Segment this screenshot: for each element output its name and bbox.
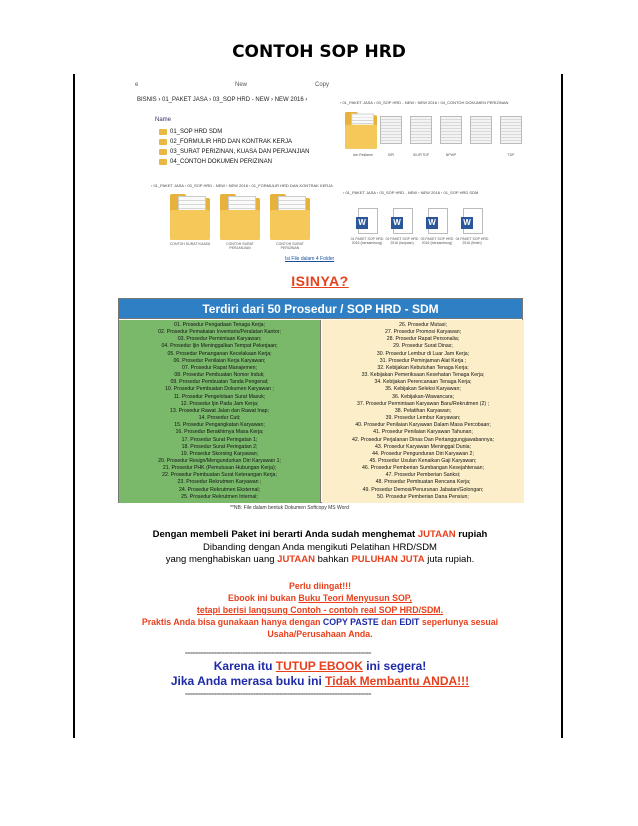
- procedure-item: 11. Prosedur Pengelolaan Surat Masuk;: [173, 393, 266, 400]
- folder-list: [159, 127, 309, 167]
- procedure-item: 13. Prosedur Rawat Jalan dan Rawat Inap;: [170, 407, 269, 414]
- explorer-tab[interactable]: e: [135, 82, 139, 88]
- document-frame: [73, 74, 563, 738]
- procedure-item: 36. Kebijakan-Wawancara;: [392, 393, 454, 400]
- footnote: **NB: File dalam bentuk Dokumen Softcopy MS Word: [230, 505, 349, 511]
- separator: =======================================================================: [185, 651, 372, 657]
- folder-item[interactable]: 03_SURAT PERIZINAN, KUASA DAN PERJANJIAN: [159, 147, 309, 157]
- procedure-item: 09. Prosedur Pembuatan Tanda Pengenal;: [170, 379, 269, 386]
- procedure-item: 19. Prosedur Skorsing Karyawan;: [180, 450, 259, 457]
- document-thumbnail-icon[interactable]: [410, 116, 432, 144]
- procedure-item: 08. Prosedur Pembuatan Nomor Induk;: [174, 372, 265, 379]
- procedure-item: 05. Prosedur Penanganan Kecelakaan Kerja;: [167, 350, 272, 357]
- procedure-item: 46. Prosedur Pemberian Sumbangan Kesejahteraan;: [362, 465, 484, 472]
- word-document-icon[interactable]: W: [393, 208, 413, 234]
- procedure-item: 06. Prosedur Penilaian Kerja Karyawan;: [173, 357, 266, 364]
- file-caption: 01 PAKET SOP HRD 2016 (bersambung): [350, 237, 384, 245]
- folder-icon[interactable]: [170, 194, 210, 240]
- word-document-icon[interactable]: W: [428, 208, 448, 234]
- procedure-item: 38. Pelatihan Karyawan;: [394, 407, 452, 414]
- procedure-column-right: [322, 320, 524, 503]
- procedure-item: 24. Prosedur Rekrutmen Eksternal;: [178, 486, 261, 493]
- file-caption: 02 PAKET SOP HRD 2016 (lanjutan): [385, 237, 419, 245]
- info-link[interactable]: Isi File dalam 4 Folder: [285, 256, 335, 262]
- breadcrumb[interactable]: › 01_PAKET JASA › 03_SOP HRD - NEW › NEW 2016 › 01_FORMULIR HRD DAN KONTRAK KERJA: [151, 183, 333, 188]
- reminder-paragraph: Perlu diingat!!! Ebook ini bukan Buku Teori Menyusun SOP, tetapi berisi langsung Contoh - contoh real SOP HRD/SDM. Praktis Anda bisa gunakaan hanya dengan COPY PASTE dan EDIT seperlunya sesuai Usaha/Perusahaan Anda.: [141, 581, 499, 639]
- procedure-item: 45. Prosedur Usulan Kenaikan Gaji Karyawan;: [369, 457, 477, 464]
- procedure-item: 43. Prosedur Karyawan Meninggal Dunia;: [374, 443, 472, 450]
- folder-icon[interactable]: [345, 112, 377, 149]
- separator: =======================================================================: [185, 692, 372, 698]
- document-thumbnail-icon[interactable]: [380, 116, 402, 144]
- folder-icon: [159, 129, 167, 135]
- file-caption: CONTOH SURAT PERIZINAN: [276, 242, 304, 250]
- procedure-item: 02. Prosedur Pemakaian Inventaris/Peralatan Kantor;: [158, 329, 281, 336]
- procedure-table: [118, 298, 523, 503]
- procedure-item: 35. Kebijakan Seleksi Karyawan;: [385, 386, 461, 393]
- procedure-item: 30. Prosedur Lembur di Luar Jam Kerja;: [376, 350, 470, 357]
- procedure-item: 47. Prosedur Pemberian Sanksi;: [385, 472, 461, 479]
- section-heading: ISINYA?: [291, 273, 349, 289]
- procedure-item: 49. Prosedur Demosi/Penurunan Jabatan/Golongan;: [362, 486, 484, 493]
- folder-icon: [159, 149, 167, 155]
- procedure-item: 18. Prosedur Surat Peringatan 2;: [181, 443, 258, 450]
- explorer-tab[interactable]: New: [235, 82, 248, 88]
- file-caption: Izin Reklame: [352, 153, 374, 157]
- procedure-item: 03. Prosedur Permintaan Karyawan;: [177, 336, 262, 343]
- folder-item[interactable]: 01_SOP HRD SDM: [159, 127, 309, 137]
- procedure-item: 27. Prosedur Promosi Karyawan;: [384, 329, 462, 336]
- file-caption: TDP: [507, 153, 515, 157]
- procedure-item: 21. Prosedur PHK (Pemutusan Hubungan Kerja);: [162, 465, 277, 472]
- file-caption: 03 PAKET SOP HRD 2016 (bersambung): [420, 237, 454, 245]
- procedure-item: 01. Prosedur Pengadaan Tenaga Kerja;: [173, 322, 266, 328]
- word-document-icon[interactable]: W: [358, 208, 378, 234]
- folder-icon: [159, 159, 167, 165]
- procedure-item: 17. Prosedur Surat Peringatan 1;: [181, 436, 258, 443]
- page-title: CONTOH SOP HRD: [232, 42, 406, 62]
- procedure-item: 15. Prosedur Pengangkatan Karyawan;: [174, 422, 265, 429]
- breadcrumb[interactable]: › 01_PAKET JASA › 03_SOP HRD - NEW › NEW 2016 › 04_CONTOH DOKUMEN PERIZINAN: [340, 100, 509, 105]
- word-document-icon[interactable]: W: [463, 208, 483, 234]
- procedure-item: 29. Prosedur Surat Dinas;: [393, 343, 453, 350]
- table-header: Terdiri dari 50 Prosedur / SOP HRD - SDM: [119, 299, 522, 319]
- breadcrumb[interactable]: › 01_PAKET JASA › 03_SOP HRD - NEW › NEW 2016 › 01_SOP HRD SDM: [343, 190, 479, 195]
- breadcrumb[interactable]: BISNIS › 01_PAKET JASA › 03_SOP HRD - NEW › NEW 2016 ›: [137, 97, 308, 103]
- procedure-item: 39. Prosedur Lembur Karyawan;: [385, 415, 461, 422]
- explorer-tabs: [135, 82, 535, 92]
- closing-statement: Karena itu TUTUP EBOOK ini segera! Jika Anda merasa buku ini Tidak Membantu ANDA!!!: [170, 659, 470, 688]
- procedure-item: 22. Prosedur Pembuatan Surat Keterangan Kerja;: [162, 472, 277, 479]
- procedure-item: 20. Prosedur Resign/Mengundurkan Diri Karyawan 1;: [158, 457, 281, 464]
- procedure-item: 23. Prosedur Rekrutmen Karyawan ;: [177, 479, 262, 486]
- folder-item[interactable]: 02_FORMULIR HRD DAN KONTRAK KERJA: [159, 137, 309, 147]
- file-caption: SIPI: [387, 153, 395, 157]
- procedure-item: 33. Kebijakan Pemeriksaan Kesehatan Tenaga Kerja;: [361, 372, 485, 379]
- procedure-item: 28. Prosedur Rapat Personalia;: [386, 336, 460, 343]
- folder-icon[interactable]: [220, 194, 260, 240]
- file-caption: 04 PAKET SOP HRD 2016 (finish): [455, 237, 489, 245]
- folder-item[interactable]: 04_CONTOH DOKUMEN PERIZINAN: [159, 157, 309, 167]
- procedure-item: 48. Prosedur Pembuatan Rencana Kerja;: [375, 479, 471, 486]
- procedure-item: 12. Prosedur Ijin Pada Jam Kerja;: [180, 400, 259, 407]
- column-header-name[interactable]: Name: [155, 117, 172, 123]
- procedure-item: 37. Prosedur Permintaan Karyawan Baru/Rekrutmen (2) ;: [356, 400, 490, 407]
- procedure-item: 50. Prosedur Pemberian Dana Pensiun;: [377, 493, 469, 500]
- procedure-item: 31. Prosedur Peminjaman Alat Kerja ;: [379, 357, 467, 364]
- procedure-item: 26. Prosedur Mutasi;: [399, 322, 447, 328]
- folder-icon: [159, 139, 167, 145]
- procedure-item: 34. Kebijakan Perencanaan Tenaga Kerja;: [374, 379, 472, 386]
- explorer-tab[interactable]: Copy: [315, 82, 330, 88]
- savings-paragraph: Dengan membeli Paket ini berarti Anda sudah menghemat JUTAAN rupiah Dibanding dengan Anda mengikuti Pelatihan HRD/SDM yang menghabiskan uang JUTAAN bahkan PULUHAN JUTA juta rupiah.: [152, 529, 488, 565]
- procedure-item: 44. Prosedur Pengunduran Diri Karyawan 2;: [372, 450, 474, 457]
- folder-icon[interactable]: [270, 194, 310, 240]
- document-thumbnail-icon[interactable]: [470, 116, 492, 144]
- file-caption: SIUP/TDP: [412, 153, 430, 157]
- file-caption: CONTOH SURAT KUASA: [169, 242, 211, 246]
- procedure-item: 32. Kebijakan Kebutuhan Tenaga Kerja;: [377, 364, 469, 371]
- procedure-item: 07. Prosedur Rapat Manajemen;: [182, 364, 257, 371]
- procedure-item: 40. Prosedur Penilaian Karyawan Dalam Masa Percobaan;: [355, 422, 491, 429]
- document-thumbnail-icon[interactable]: [500, 116, 522, 144]
- file-caption: CONTOH SURAT PERJANJIAN: [226, 242, 254, 250]
- procedure-item: 04. Prosedur Ijin Meninggalkan Tempat Pekerjaan;: [161, 343, 278, 350]
- procedure-item: 14. Prosedur Cuti;: [198, 415, 241, 422]
- procedure-item: 16. Prosedur Berakhirnya Masa Kerja;: [175, 429, 264, 436]
- file-caption: NPWP: [445, 153, 457, 157]
- document-thumbnail-icon[interactable]: [440, 116, 462, 144]
- procedure-item: 10. Prosedur Pembuatan Dokumen Karyawan ;: [165, 386, 274, 393]
- procedure-item: 41. Prosedur Penilaian Karyawan Tahunan;: [373, 429, 473, 436]
- procedure-column-left: [119, 320, 321, 503]
- procedure-item: 25. Prosedur Rekrutmen Internal;: [181, 493, 258, 500]
- procedure-item: 42. Prosedur Perjalanan Dinas Dan Pertanggungjawabannya;: [352, 436, 494, 443]
